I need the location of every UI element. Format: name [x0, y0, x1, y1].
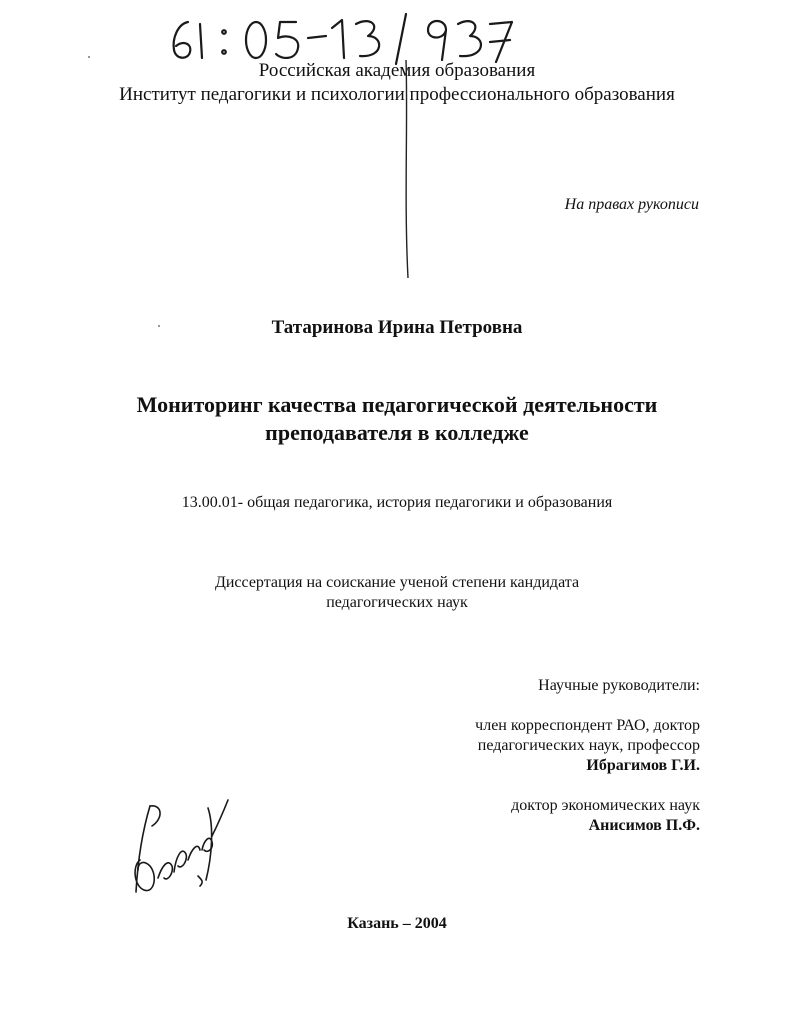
organization-line-1: Российская академия образования [258, 60, 536, 81]
supervisors-heading: Научные руководители: [538, 677, 700, 694]
supervisor-1-name: Ибрагимов Г.И. [586, 757, 700, 774]
degree-line-2: педагогических наук [326, 594, 468, 611]
supervisor-2-title: доктор экономических наук [511, 797, 700, 814]
archive-number-handwritten [160, 8, 520, 68]
supervisor-1-title-line-2: педагогических наук, профессор [477, 737, 700, 754]
organization-line-2: Институт педагогики и психологии профессионального образования [119, 84, 675, 105]
supervisor-1-title-line-1: член корреспондент РАО, доктор [475, 717, 700, 734]
degree-line-1: Диссертация на соискание ученой степени кандидата [214, 574, 580, 591]
specialty-code: 13.00.01- общая педагогика, история педагогики и образования [181, 494, 613, 511]
supervisor-2-name: Анисимов П.Ф. [588, 817, 700, 834]
thesis-title-line-1: Мониторинг качества педагогической деятельности [136, 392, 658, 417]
thesis-title-line-2: преподавателя в колледже [265, 420, 529, 445]
city-and-year: Казань – 2004 [347, 915, 447, 932]
author-name: Татаринова Ирина Петровна [271, 317, 523, 338]
rights-note: На правах рукописи [564, 196, 699, 213]
speck [88, 56, 90, 58]
author-signature [128, 796, 238, 906]
